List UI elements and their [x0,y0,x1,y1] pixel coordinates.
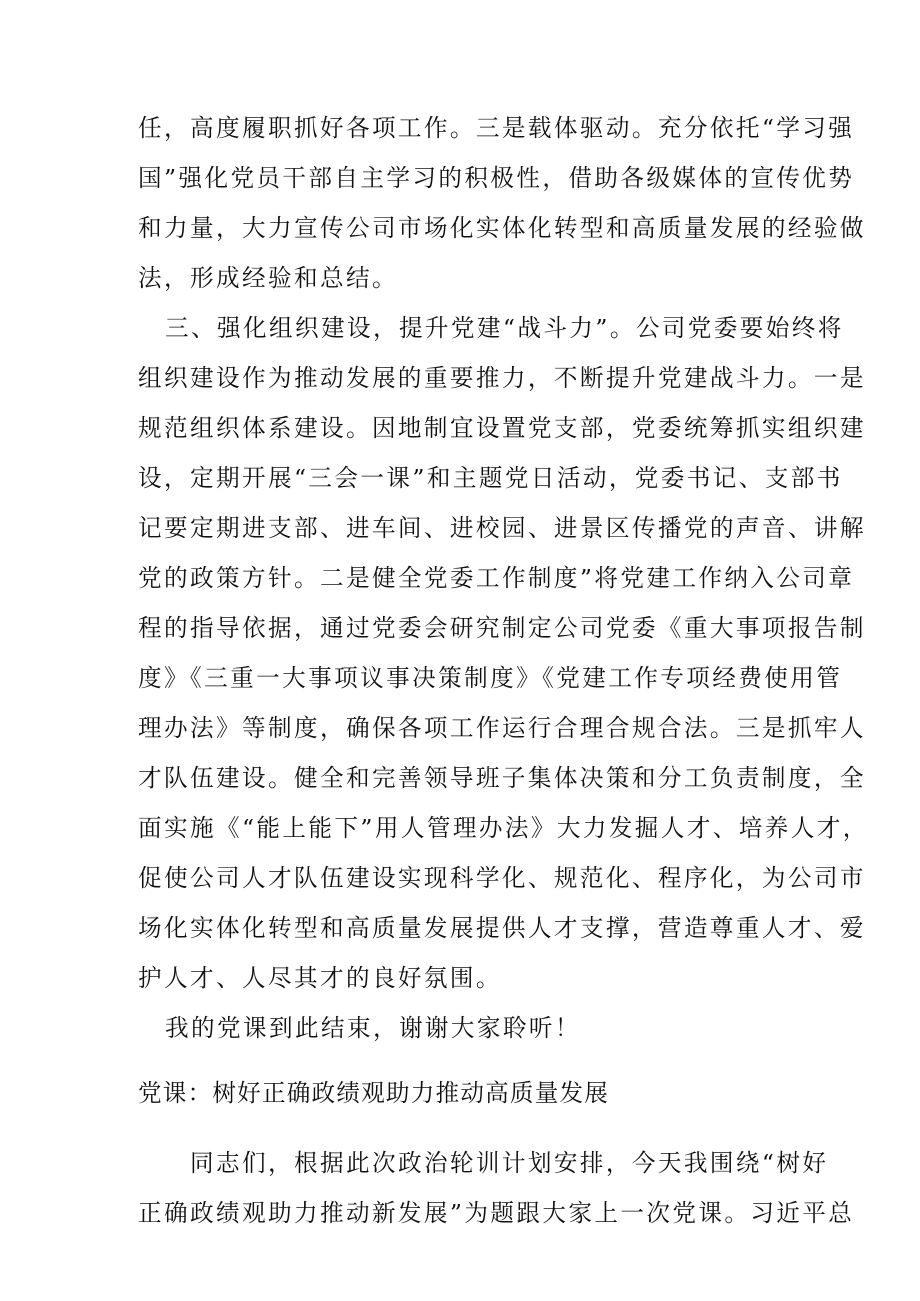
paragraph-line-8: 设，定期开展“三会一课”和主题党日活动，党委书记、支部书 [138,464,843,492]
paragraph-line-13: 理办法》等制度，确保各项工作运行合理合规合法。三是抓牢人 [138,714,866,742]
paragraph-line-15: 面实施《“能上能下”用人管理办法》大力发掘人才、培养人才， [138,814,869,842]
paragraph-line-14: 才队伍建设。健全和完善领导班子集体决策和分工负责制度，全 [138,764,866,792]
closing-remark: 我的党课到此结束，谢谢大家聆听！ [165,1014,581,1042]
paragraph-line-5: 三、强化组织建设，提升党建“战斗力”。公司党委要始终将 [165,314,844,342]
section-title: 党课：树好正确政绩观助力推动高质量发展 [138,1079,610,1107]
paragraph-line-7: 规范组织体系建设。因地制宜设置党支部，党委统筹抓实组织建 [138,414,866,442]
paragraph-line-12: 度》《三重一大事项议事决策制度》《党建工作专项经费使用管 [138,664,843,692]
paragraph-line-3: 和力量，大力宣传公司市场化实体化转型和高质量发展的经验做 [138,214,866,242]
paragraph-line-16: 促使公司人才队伍建设实现科学化、规范化、程序化，为公司市 [138,864,866,892]
paragraph-line-17: 场化实体化转型和高质量发展提供人才支撑，营造尊重人才、爱 [138,914,866,942]
paragraph-line-18: 护人才、人尽其才的良好氛围。 [138,964,502,992]
paragraph-line-22: 正确政绩观助力推动新发展”为题跟大家上一次党课。习近平总 [138,1199,855,1227]
paragraph-line-21: 同志们，根据此次政治轮训计划安排，今天我围绕“树好 [190,1149,829,1177]
paragraph-line-11: 程的指导依据，通过党委会研究制定公司党委《重大事项报告制 [138,614,866,642]
paragraph-line-6: 组织建设作为推动发展的重要推力，不断提升党建战斗力。一是 [138,364,866,392]
paragraph-line-4: 法，形成经验和总结。 [138,264,398,292]
paragraph-line-10: 党的政策方针。二是健全党委工作制度”将党建工作纳入公司章 [138,564,855,592]
paragraph-line-9: 记要定期进支部、进车间、进校园、进景区传播党的声音、讲解 [138,514,866,542]
paragraph-line-2: 国”强化党员干部自主学习的积极性，借助各级媒体的宣传优势 [138,164,855,192]
paragraph-line-1: 任，高度履职抓好各项工作。三是载体驱动。充分依托“学习强 [138,114,855,142]
